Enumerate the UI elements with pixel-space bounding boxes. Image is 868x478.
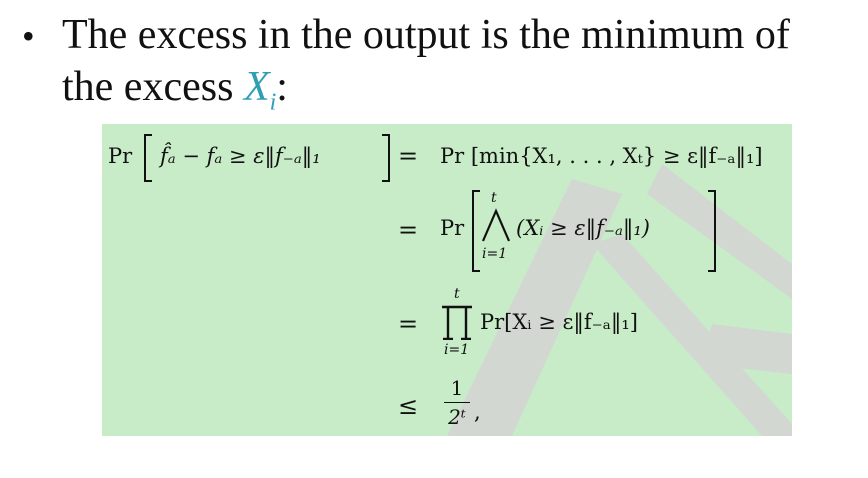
- rhs-row-1: Pr [min{X₁, . . . , Xₜ} ≥ ε‖f₋ₐ‖₁]: [440, 144, 763, 168]
- lhs-right-bracket: [382, 134, 390, 182]
- relation-row-1: =: [398, 142, 419, 170]
- row-2-right-bracket: [708, 190, 716, 272]
- trailing-comma: ,: [474, 400, 481, 424]
- bullet-text-line-2: [62, 62, 288, 127]
- fraction-denominator: 2ᵗ: [448, 405, 466, 429]
- bullet-marker: •: [22, 16, 35, 56]
- relation-row-3: =: [398, 310, 419, 338]
- product-subscript: i=1: [444, 342, 470, 358]
- bullet-text-line-1: The excess in the output is the minimum of: [62, 12, 790, 58]
- wedge-subscript: i=1: [482, 246, 508, 262]
- big-wedge-operator: [480, 208, 512, 242]
- equation-panel: [102, 124, 792, 436]
- bullet-text-colon: :: [276, 64, 288, 110]
- lhs-expression: f̂ₐ − fₐ ≥ ε‖f₋ₐ‖₁: [160, 144, 321, 168]
- lhs-probability: Pr: [108, 144, 133, 168]
- big-product-operator: [440, 304, 474, 340]
- fraction-bar: [444, 402, 470, 403]
- row-2-left-bracket: [472, 190, 480, 272]
- bullet-text-prefix: the excess: [62, 64, 244, 110]
- relation-row-4: ≤: [398, 392, 419, 420]
- product-superscript: t: [454, 286, 460, 302]
- wedge-superscript: t: [491, 190, 497, 206]
- rhs-row-3-body: Pr[Xᵢ ≥ ε‖f₋ₐ‖₁]: [480, 310, 638, 334]
- relation-row-2: =: [398, 216, 419, 244]
- lhs-left-bracket: [144, 134, 152, 182]
- excess-variable: $X_i$: [243, 64, 277, 116]
- fraction-one-over-two-to-t: [444, 376, 470, 429]
- fraction-numerator: 1: [450, 376, 464, 400]
- rhs-row-2-body: (Xᵢ ≥ ε‖f₋ₐ‖₁): [516, 216, 650, 240]
- rhs-row-2-probability: Pr: [440, 216, 465, 240]
